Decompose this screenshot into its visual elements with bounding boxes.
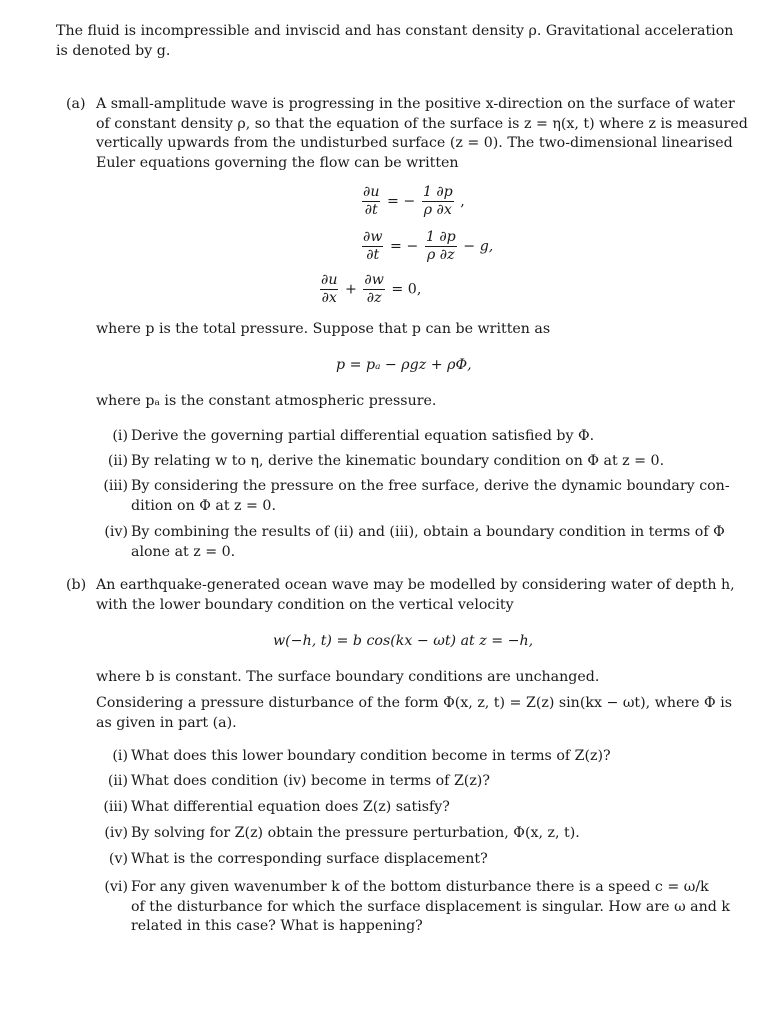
eq1-equals: = − — [387, 193, 416, 210]
b-item-ii-text: What does condition (iv) become in terms of Z(z)? — [131, 773, 490, 789]
b-item-i-text: What does this lower boundary condition become in terms of Z(z)? — [131, 748, 611, 764]
b-item-v-text: What is the corresponding surface displacement? — [131, 851, 488, 867]
a-item-iii-text-1: By considering the pressure on the free surface, derive the dynamic boundary con- — [131, 478, 730, 494]
a-item-ii-label: (ii) — [107, 453, 128, 469]
b-item-iii-label: (iii) — [103, 799, 128, 815]
continuity-equation — [318, 272, 421, 307]
a-item-iv-text-2: alone at z = 0. — [131, 543, 236, 560]
a-item-iv-label: (iv) — [104, 524, 128, 540]
b-item-iv-text: By solving for Z(z) obtain the pressure perturbation, Φ(x, z, t). — [131, 825, 580, 841]
part-b-label: (b) — [66, 577, 87, 593]
a-item-iv-text-1: By combining the results of (ii) and (iii), obtain a boundary condition in terms of Φ — [131, 524, 725, 540]
a-item-i-text: Derive the governing partial differential equation satisfied by Φ. — [131, 428, 595, 444]
part-b-constant-note: where b is constant. The surface boundary conditions are unchanged. — [96, 669, 600, 685]
eq2-rhs-num: 1 ∂p — [425, 229, 456, 245]
part-b-line-2: with the lower boundary condition on the vertical velocity — [96, 596, 514, 613]
pressure-equation: p = pₐ − ρgz + ρΦ, — [336, 357, 472, 373]
part-a-line-3: vertically upwards from the undisturbed surface (z = 0). The two-dimensional linearised — [96, 135, 733, 151]
eq2-rhs-den: ρ ∂z — [426, 247, 455, 263]
b-item-vi-label: (vi) — [104, 879, 128, 895]
b-item-i-label: (i) — [112, 748, 128, 764]
eq3-b-num: ∂w — [364, 272, 384, 288]
part-a-line-4: Euler equations governing the flow can be written — [96, 154, 459, 171]
part-a-line-2: of constant density ρ, so that the equation of the surface is z = η(x, t) where z is measured — [96, 115, 748, 132]
eq2-equals: = − — [390, 238, 419, 255]
part-b-line-1: An earthquake-generated ocean wave may be modelled by considering water of depth h, — [96, 577, 735, 593]
pressure-note: where pₐ is the constant atmospheric pressure. — [96, 393, 437, 409]
a-item-ii-text: By relating w to η, derive the kinematic boundary condition on Φ at z = 0. — [131, 453, 665, 469]
b-item-ii-label: (ii) — [107, 773, 128, 789]
eq3-a-num: ∂u — [321, 272, 338, 288]
b-item-v-label: (v) — [108, 851, 128, 867]
eq1-rhs-den: ρ ∂x — [423, 202, 452, 218]
eq2-tail: − g, — [463, 238, 494, 255]
eq1-tail: , — [460, 193, 465, 210]
a-item-iii-text-2: dition on Φ at z = 0. — [131, 497, 276, 514]
intro-line-2: is denoted by g. — [56, 42, 171, 59]
eq3-a-den: ∂x — [321, 290, 337, 306]
euler-equation-z — [360, 229, 493, 264]
eq3-b-den: ∂z — [366, 290, 382, 306]
eq3-tail: = 0, — [391, 281, 422, 298]
part-b-considering-1: Considering a pressure disturbance of the form Φ(x, z, t) = Z(z) sin(kx − ωt), where Φ is — [96, 695, 733, 711]
eq1-rhs-num: 1 ∂p — [422, 184, 453, 200]
a-item-i-label: (i) — [112, 428, 128, 444]
euler-equation-x — [360, 184, 465, 219]
eq1-lhs-den: ∂t — [364, 202, 378, 218]
intro-line-1: The fluid is incompressible and inviscid and has constant density ρ. Gravitational acceleration — [56, 23, 734, 39]
b-item-vi-text-3: related in this case? What is happening? — [131, 918, 423, 934]
b-item-vi-text-2: of the disturbance for which the surface displacement is singular. How are ω and k — [131, 898, 730, 915]
b-item-vi-text-1: For any given wavenumber k of the bottom disturbance there is a speed c = ω/k — [131, 879, 709, 895]
eq2-lhs-den: ∂t — [366, 247, 380, 263]
part-a-line-1: A small-amplitude wave is progressing in the positive x-direction on the surface of water — [96, 96, 735, 112]
a-item-iii-label: (iii) — [103, 478, 128, 494]
eq1-lhs-num: ∂u — [363, 184, 380, 200]
b-item-iii-text: What differential equation does Z(z) satisfy? — [131, 799, 450, 815]
lower-boundary-equation: w(−h, t) = b cos(kx − ωt) at z = −h, — [273, 633, 534, 649]
b-item-iv-label: (iv) — [104, 825, 128, 841]
pressure-intro: where p is the total pressure. Suppose that p can be written as — [96, 321, 551, 337]
part-a-label: (a) — [66, 96, 86, 112]
eq3-plus: + — [345, 281, 357, 298]
part-b-considering-2: as given in part (a). — [96, 714, 237, 731]
eq2-lhs-num: ∂w — [363, 229, 383, 245]
